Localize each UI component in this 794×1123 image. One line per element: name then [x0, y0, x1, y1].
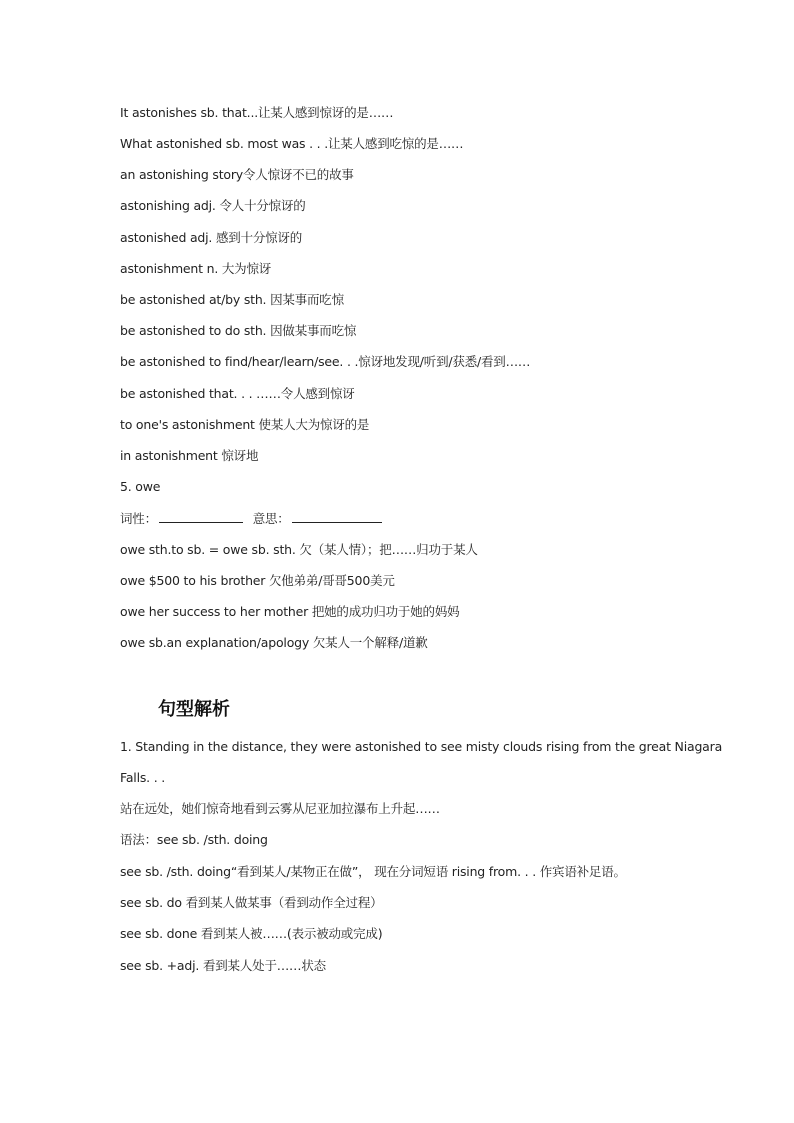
grammar-note: 语法：see sb. /sth. doing: [120, 832, 268, 847]
text-line: astonishment n. 大为惊讶: [120, 261, 272, 276]
example-sentence-continued: Falls. . .: [120, 770, 166, 785]
example-sentence: 1. Standing in the distance, they were astonished to see misty clouds rising from the great Niagara: [120, 739, 723, 754]
text-line: What astonished sb. most was . . .让某人感到吃惊的是……: [120, 136, 464, 151]
item-number: 5. owe: [120, 479, 161, 494]
text-line: astonishing adj. 令人十分惊讶的: [120, 198, 306, 213]
text-line: be astonished to find/hear/learn/see. . .惊讶地发现/听到/获悉/看到……: [120, 354, 531, 369]
meaning-blank: [292, 510, 382, 523]
text-line: owe sth.to sb. = owe sb. sth. 欠（某人情）；把……归功于某人: [120, 542, 478, 557]
text-line: be astonished that. . . ……令人感到惊讶: [120, 386, 355, 401]
text-line: see sb. do 看到某人做某事（看到动作全过程）: [120, 895, 383, 910]
text-line: owe $500 to his brother 欠他弟弟/哥哥500美元: [120, 573, 395, 588]
part-of-speech-blank: [159, 510, 243, 523]
text-line: It astonishes sb. that...让某人感到惊讶的是……: [120, 105, 394, 120]
text-line: owe her success to her mother 把她的成功归功于她的妈妈: [120, 604, 460, 619]
meaning-label: 意思：: [252, 511, 290, 526]
text-line: see sb. +adj. 看到某人处于……状态: [120, 958, 326, 973]
text-line: to one's astonishment 使某人大为惊讶的是: [120, 417, 370, 432]
section-heading: 句型解析: [158, 699, 230, 720]
text-line: owe sb.an explanation/apology 欠某人一个解释/道歉: [120, 635, 428, 650]
translation: 站在远处，她们惊奇地看到云雾从尼亚加拉瀑布上升起……: [120, 801, 440, 816]
text-line: see sb. done 看到某人被……(表示被动或完成): [120, 926, 383, 941]
fill-in-line: [120, 510, 388, 528]
text-line: be astonished at/by sth. 因某事而吃惊: [120, 292, 344, 307]
text-line: an astonishing story令人惊讶不已的故事: [120, 167, 354, 182]
part-of-speech-label: 词性：: [120, 511, 157, 526]
text-line: see sb. /sth. doing“看到某人/某物正在做”， 现在分词短语 rising from. . . 作宾语补足语。: [120, 864, 626, 879]
text-line: be astonished to do sth. 因做某事而吃惊: [120, 323, 357, 338]
text-line: in astonishment 惊讶地: [120, 448, 259, 463]
text-line: astonished adj. 感到十分惊讶的: [120, 230, 303, 245]
